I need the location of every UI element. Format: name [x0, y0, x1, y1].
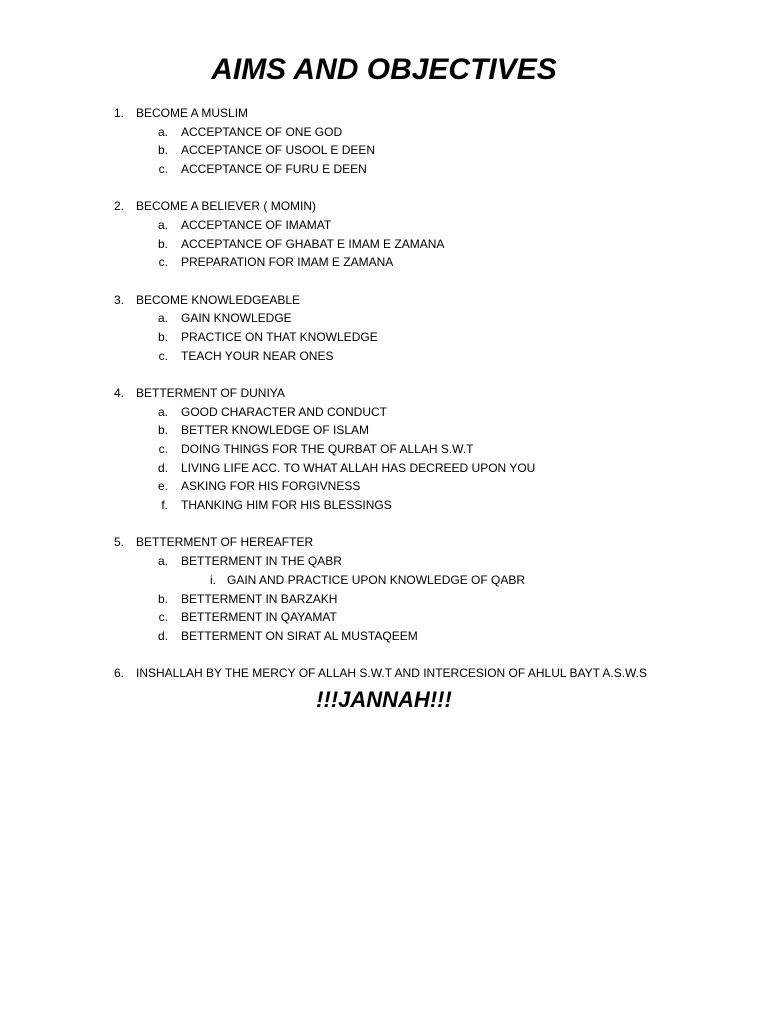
objective-item-number: d.	[157, 628, 168, 643]
objective-item-number: b.	[157, 236, 168, 251]
objective-heading-number: 3.	[113, 292, 124, 307]
objective-item	[0, 477, 768, 496]
page-title: AIMS AND OBJECTIVES	[211, 53, 557, 86]
objective-item	[0, 347, 768, 366]
objective-subitem-number: i.	[210, 572, 216, 587]
objective-item	[0, 552, 768, 571]
objective-item-number: b.	[157, 423, 168, 438]
objective-item	[0, 459, 768, 478]
objective-item	[0, 216, 768, 235]
objective-item-label: ACCEPTANCE OF IMAMAT	[181, 218, 332, 233]
objective-item	[0, 309, 768, 328]
objective-item	[0, 608, 768, 627]
objective-item-number: e.	[157, 479, 168, 494]
objective-item-number: b.	[157, 330, 168, 345]
objective-item-label: TEACH YOUR NEAR ONES	[181, 348, 334, 363]
objective-item-number: a.	[157, 554, 168, 569]
objective-item	[0, 160, 768, 179]
objective-heading-number: 1.	[113, 106, 124, 120]
objective-item-number: b.	[157, 591, 168, 606]
objective-heading-number: 4.	[113, 386, 124, 401]
objective-item-label: ACCEPTANCE OF ONE GOD	[181, 124, 343, 139]
objective-item-number: a.	[157, 124, 168, 139]
objective-item-label: PRACTICE ON THAT KNOWLEDGE	[181, 330, 378, 345]
objective-section	[0, 664, 768, 683]
objective-item-label: ACCEPTANCE OF USOOL E DEEN	[181, 143, 376, 158]
objective-item-number: a.	[157, 218, 168, 233]
objective-item-label: BETTERMENT IN THE QABR	[181, 554, 342, 569]
objective-heading	[0, 291, 768, 310]
objective-item-label: GAIN KNOWLEDGE	[181, 311, 292, 326]
objective-item	[0, 627, 768, 646]
objective-item-label: THANKING HIM FOR HIS BLESSINGS	[181, 498, 392, 513]
objective-section	[0, 384, 768, 515]
objective-item-label: BETTER KNOWLEDGE OF ISLAM	[181, 423, 370, 438]
objectives-list	[0, 104, 768, 701]
objective-item	[0, 253, 768, 272]
objective-item-label: GOOD CHARACTER AND CONDUCT	[181, 404, 388, 419]
objective-heading	[0, 533, 768, 552]
objective-section	[0, 533, 768, 645]
objective-item	[0, 421, 768, 440]
objective-subitem-label: GAIN AND PRACTICE UPON KNOWLEDGE OF QABR	[227, 572, 526, 587]
objective-heading-label: BETTERMENT OF HEREAFTER	[136, 535, 314, 550]
objective-item	[0, 141, 768, 160]
objective-heading-number: 5.	[113, 535, 124, 550]
objective-item	[0, 328, 768, 347]
objective-section	[0, 197, 768, 272]
objective-item-label: ACCEPTANCE OF GHABAT E IMAM E ZAMANA	[181, 236, 445, 251]
objective-section	[0, 291, 768, 366]
objective-heading-number: 2.	[113, 199, 124, 214]
objective-heading	[0, 664, 768, 683]
objective-item	[0, 123, 768, 142]
objective-item-number: d.	[157, 460, 168, 475]
objective-item-label: PREPARATION FOR IMAM E ZAMANA	[181, 255, 394, 270]
objective-item-label: LIVING LIFE ACC. TO WHAT ALLAH HAS DECREED UPON YOU	[181, 460, 536, 475]
objective-item-number: b.	[157, 143, 168, 158]
objective-heading-label: BETTERMENT OF DUNIYA	[136, 386, 285, 401]
objective-heading-label: INSHALLAH BY THE MERCY OF ALLAH S.W.T AND INTERCESION OF AHLUL BAYT A.S.W.S	[136, 666, 648, 681]
objective-item	[0, 403, 768, 422]
objective-item-label: ASKING FOR HIS FORGIVNESS	[181, 479, 361, 494]
objective-heading-label: BECOME KNOWLEDGEABLE	[136, 292, 301, 307]
objective-item-number: a.	[157, 311, 168, 326]
objective-heading-label: BECOME A MUSLIM	[136, 106, 249, 120]
objective-item-number: c.	[158, 162, 168, 177]
objective-item-number: c.	[158, 255, 168, 270]
objective-heading-number: 6.	[113, 666, 124, 681]
objective-subitem	[0, 571, 768, 590]
objective-heading	[0, 197, 768, 216]
objective-item	[0, 235, 768, 254]
objective-item-label: ACCEPTANCE OF FURU E DEEN	[181, 162, 367, 177]
objective-item	[0, 440, 768, 459]
objective-section	[0, 104, 768, 179]
objective-heading	[0, 384, 768, 403]
objective-heading	[0, 104, 768, 123]
objective-item-label: DOING THINGS FOR THE QURBAT OF ALLAH S.W.T	[181, 442, 474, 457]
objective-item-label: BETTERMENT ON SIRAT AL MUSTAQEEM	[181, 628, 418, 643]
objective-item-label: BETTERMENT IN QAYAMAT	[181, 610, 337, 625]
objective-item-number: c.	[158, 442, 168, 457]
objective-item-number: a.	[157, 404, 168, 419]
objective-item-number: c.	[158, 610, 168, 625]
objective-item	[0, 590, 768, 609]
objective-item-number: c.	[158, 348, 168, 363]
objective-heading-label: BECOME A BELIEVER ( MOMIN)	[136, 199, 317, 214]
closing-text: !!!JANNAH!!!	[316, 687, 452, 712]
objective-item	[0, 496, 768, 515]
objective-item-number: f.	[161, 498, 168, 513]
objective-item-label: BETTERMENT IN BARZAKH	[181, 591, 338, 606]
